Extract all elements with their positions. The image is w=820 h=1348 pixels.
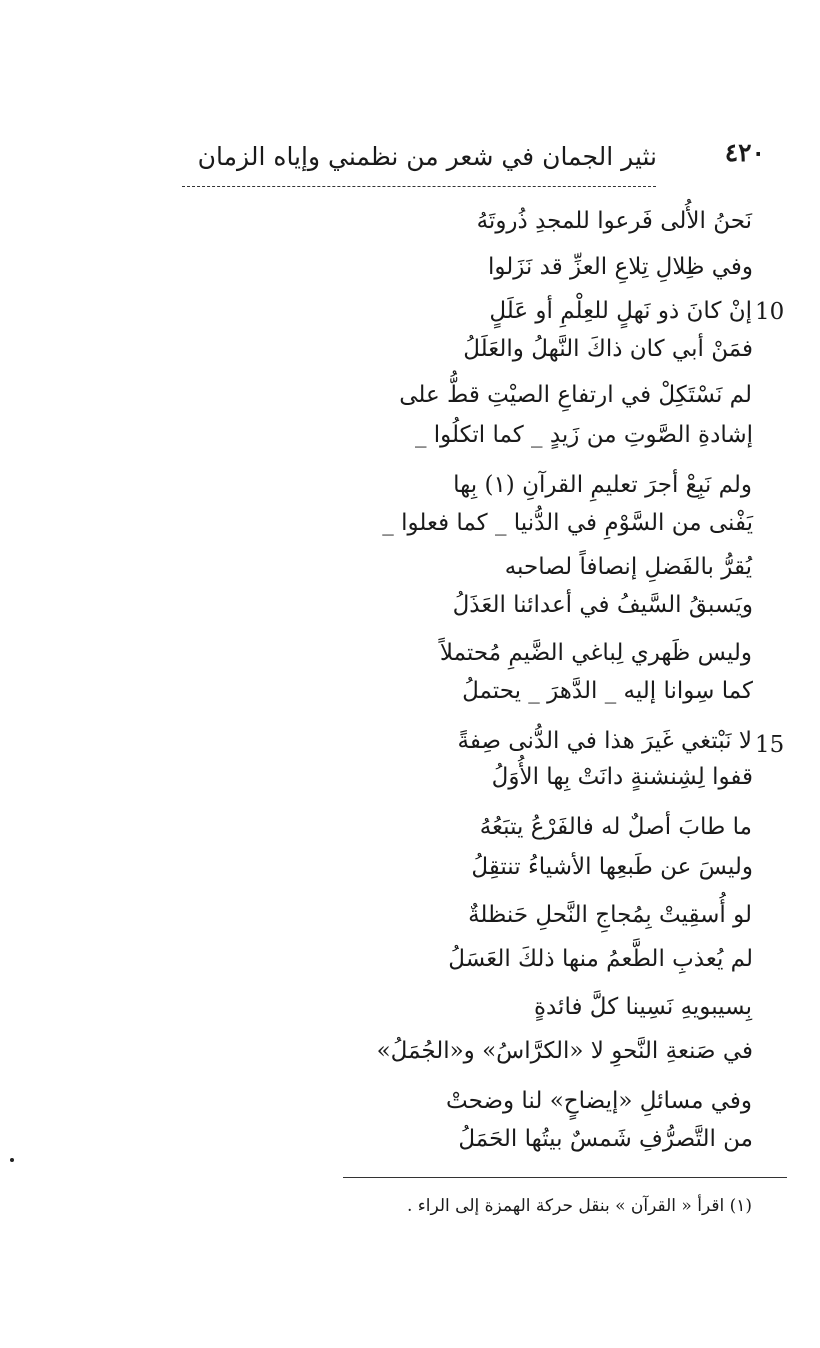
verse-line: وليس ظَهري لِباغي الضَّيمِ مُحتملاً xyxy=(439,640,752,666)
verse-line: كما سِوانا إليه _ الدَّهرَ _ يحتملُ xyxy=(462,678,753,704)
line-number: 10 xyxy=(755,299,785,325)
verse-line: لا نَبْتغي غَيرَ هذا في الدُّنى صِفةً xyxy=(457,728,752,754)
verse-line: في صَنعةِ النَّحوِ لا «الكرَّاسُ» و«الجُمَلُ» xyxy=(376,1038,753,1064)
verse-line: وفي مسائلِ «إيضاحٍ» لنا وضحتْ xyxy=(446,1088,752,1114)
verse-line: لم يُعذبِ الطَّعمُ منها ذلكَ العَسَلُ xyxy=(448,946,753,972)
page-header xyxy=(197,138,765,182)
verse-line: من التَّصرُّفِ شَمسٌ بيتُها الحَمَلُ xyxy=(458,1126,753,1152)
verse-line: قفوا لِشِنشنةٍ دانَتْ بِها الأُوَلُ xyxy=(491,764,753,790)
header-rule xyxy=(182,186,656,187)
verse-line: لو أُسقِيتْ بِمُجاجِ النَّحلِ حَنظلةٌ xyxy=(468,902,752,928)
verse-line: إشادةِ الصَّوتِ من زَيدٍ _ كما اتكلُوا _ xyxy=(414,422,753,448)
running-title: نثير الجمان في شعر من نظمني وإياه الزمان xyxy=(197,142,657,171)
verse-line: ما طابَ أصلٌ له فالفَرْعُ يتبَعُهُ xyxy=(479,814,752,840)
stray-mark xyxy=(10,1158,14,1162)
verse-line: بِسيبويهِ نَسِينا كلَّ فائدةٍ xyxy=(533,994,752,1020)
verse-line: وفي ظِلالِ تِلاعِ العزِّ قد نَزَلوا xyxy=(487,254,753,280)
verse-line: يَفْنى من السَّوْمِ في الدُّنيا _ كما فعلوا _ xyxy=(382,510,753,536)
verse-line: إنْ كانَ ذو نَهلٍ للعِلْمِ أو عَلَلٍ xyxy=(489,298,752,324)
verse-line: نَحنُ الأُلى فَرعوا للمجدِ ذُروتَهُ xyxy=(476,208,752,234)
verse-line: ولم نَبِعْ أجرَ تعليمِ القرآنِ (١) بِها xyxy=(453,472,752,498)
footnote: (١) اقرأ « القرآن » بنقل حركة الهمزة إلى الراء . xyxy=(406,1196,752,1216)
verse-line: وليسَ عن طَبعِها الأشياءُ تنتقِلُ xyxy=(471,854,753,880)
page-number: ٤٢٠ xyxy=(724,138,765,167)
line-number: 15 xyxy=(755,732,785,758)
verse-line: ويَسبقُ السَّيفُ في أعدائنا العَذَلُ xyxy=(452,592,753,618)
verse-line: لم نَسْتَكِلْ في ارتفاعِ الصيْتِ قطُّ على xyxy=(399,382,752,408)
verse-line: يُقرُّ بالفَضلِ إنصافاً لصاحبه xyxy=(504,554,752,580)
verse-line: فمَنْ أبي كان ذاكَ النَّهلُ والعَلَلُ xyxy=(463,336,753,362)
footnote-rule xyxy=(343,1177,787,1178)
